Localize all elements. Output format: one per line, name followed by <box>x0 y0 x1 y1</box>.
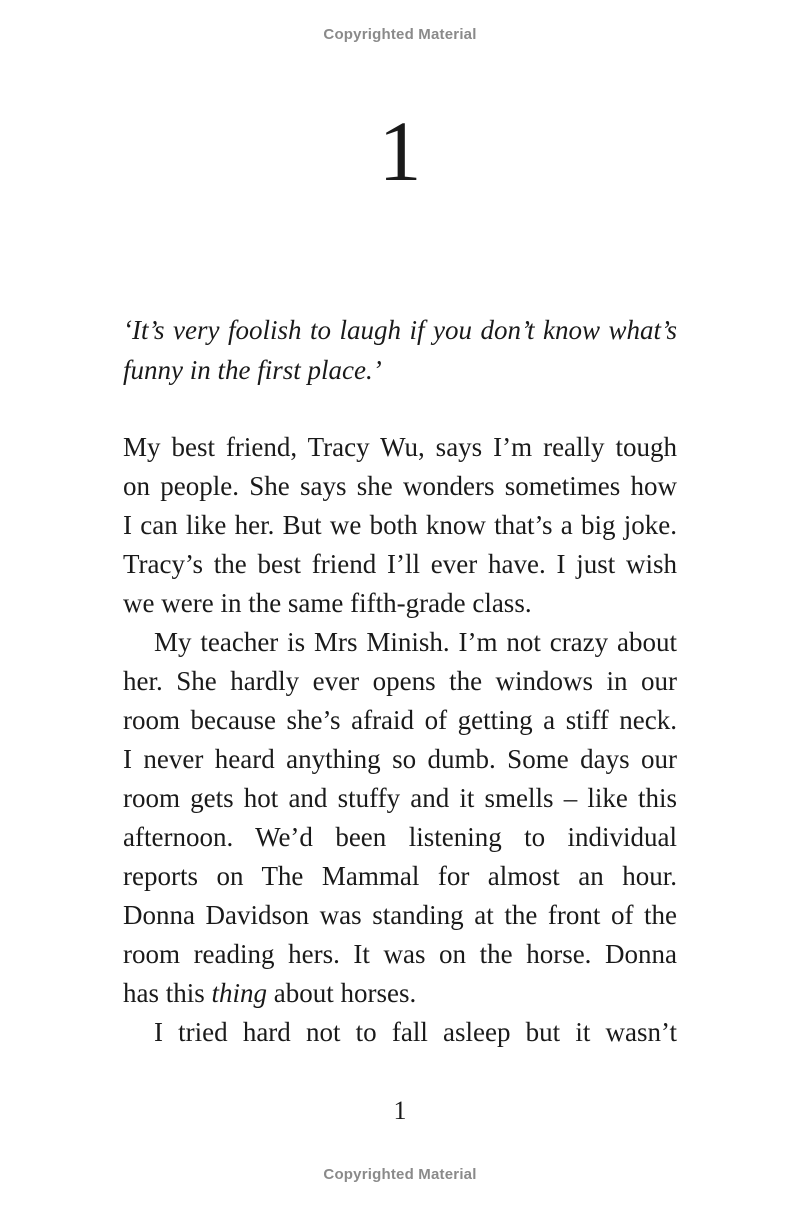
text-line: reports on The Mammal for almost an hour. <box>123 861 677 891</box>
paragraph <box>123 1013 677 1052</box>
body-text <box>123 428 677 1052</box>
paragraph <box>123 623 677 1013</box>
chapter-number: 1 <box>378 103 422 199</box>
text-fragment: about horses. <box>267 978 417 1008</box>
text-line: room gets hot and stuffy and it smells – like this <box>123 783 677 813</box>
emphasis-text: thing <box>211 978 268 1008</box>
epigraph-line: ‘It’s very foolish to laugh if you don’t know what’s <box>123 315 677 345</box>
copyright-watermark-bottom: Copyrighted Material <box>323 1166 477 1183</box>
copyright-watermark-top: Copyrighted Material <box>323 26 477 43</box>
paragraph <box>123 428 677 623</box>
text-line: My best friend, Tracy Wu, says I’m really tough <box>123 432 677 462</box>
text-line: I can like her. But we both know that’s a big joke. <box>123 510 677 540</box>
text-line: on people. She says she wonders sometimes how <box>123 471 677 501</box>
text-line: room because she’s afraid of getting a stiff neck. <box>123 705 677 735</box>
text-line: afternoon. We’d been listening to individual <box>123 822 677 852</box>
text-line: room reading hers. It was on the horse. Donna <box>123 939 677 969</box>
epigraph-line: funny in the first place.’ <box>123 355 382 385</box>
text-line: My teacher is Mrs Minish. I’m not crazy about <box>154 627 677 657</box>
text-line: Donna Davidson was standing at the front of the <box>123 900 677 930</box>
text-line: we were in the same fifth-grade class. <box>123 588 532 618</box>
text-line: her. She hardly ever opens the windows in our <box>123 666 677 696</box>
epigraph <box>123 310 677 390</box>
text-line <box>123 974 677 1013</box>
text-fragment: has this <box>123 978 212 1008</box>
text-line: Tracy’s the best friend I’ll ever have. I just wish <box>123 549 677 579</box>
text-line: I tried hard not to fall asleep but it wasn’t <box>154 1017 677 1047</box>
text-line: I never heard anything so dumb. Some days our <box>123 744 677 774</box>
page-number: 1 <box>393 1096 407 1125</box>
